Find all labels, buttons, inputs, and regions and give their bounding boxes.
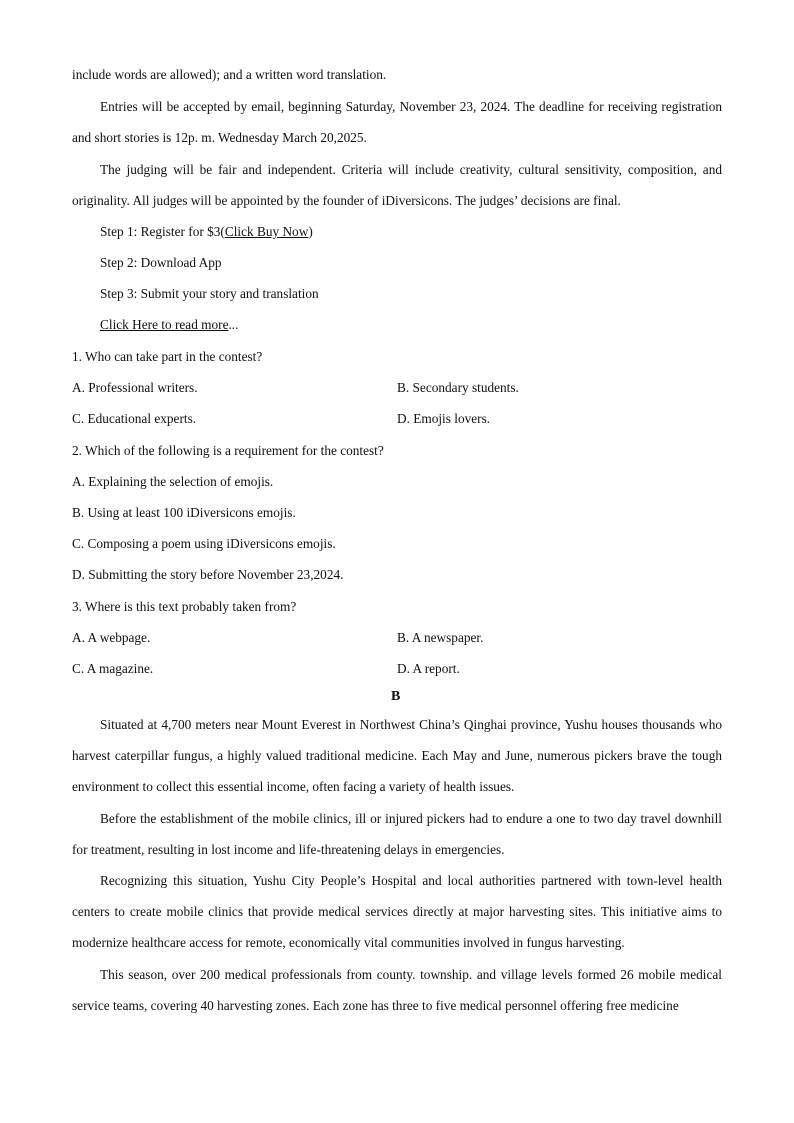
step-1-line [100, 223, 313, 241]
section-b-paragraph-4: This season, over 200 medical professionals from county. township. and village levels formed 26 mobile medical service teams, covering 40 harvesting zones. Each zone has three to five medical personnel offering free medicine [72, 967, 722, 1014]
step-3-line: Step 3: Submit your story and translation [100, 286, 319, 301]
question-2-option-d: D. Submitting the story before November 23,2024. [72, 567, 344, 582]
read-more-ellipsis: ... [228, 317, 239, 332]
question-2-option-a: A. Explaining the selection of emojis. [72, 474, 274, 489]
question-3-option-a: A. A webpage. [72, 630, 151, 645]
question-2-stem: 2. Which of the following is a requirement for the contest? [72, 443, 384, 458]
step-1-suffix: ) [308, 224, 313, 239]
question-3-option-c: C. A magazine. [72, 661, 154, 676]
question-1-option-b: B. Secondary students. [397, 380, 519, 395]
read-more-link[interactable]: Click Here to read more [100, 317, 229, 332]
step-1-prefix: Step 1: Register for $3( [100, 224, 225, 239]
question-3-stem: 3. Where is this text probably taken from? [72, 599, 297, 614]
entries-paragraph: Entries will be accepted by email, beginning Saturday, November 23, 2024. The deadline for receiving registration and short stories is 12p. m. Wednesday March 20,2025. [72, 99, 722, 146]
question-1-stem: 1. Who can take part in the contest? [72, 349, 263, 364]
section-b-paragraph-1: Situated at 4,700 meters near Mount Everest in Northwest China’s Qinghai province, Yushu houses thousands who harvest caterpillar fungus, a highly valued traditional medicine. Each May and June, numerous pickers brave the tough environment to collect this essential income, often facing a variety of health issues. [72, 717, 722, 795]
section-b-paragraph-3: Recognizing this situation, Yushu City People’s Hospital and local authorities partnered with town-level health centers to create mobile clinics that provide medical services directly at major harvesting sites. This initiative aims to modernize healthcare access for remote, economically vital communities involved in fungus harvesting. [72, 873, 722, 951]
section-b-heading: B [391, 689, 401, 704]
step-2-line: Step 2: Download App [100, 255, 222, 270]
question-1-option-c: C. Educational experts. [72, 411, 197, 426]
buy-now-link[interactable]: Click Buy Now [224, 224, 309, 239]
intro-tail-line: include words are allowed); and a written word translation. [72, 67, 387, 82]
question-3-option-b: B. A newspaper. [397, 630, 484, 645]
question-2-option-c: C. Composing a poem using iDiversicons emojis. [72, 536, 336, 551]
question-2-option-b: B. Using at least 100 iDiversicons emojis. [72, 505, 296, 520]
question-1-option-d: D. Emojis lovers. [397, 411, 491, 426]
section-b-paragraph-2: Before the establishment of the mobile clinics, ill or injured pickers had to endure a one to two day travel downhill for treatment, resulting in lost income and life-threatening delays in emergencies. [72, 811, 722, 858]
question-3-option-d: D. A report. [397, 661, 460, 676]
judging-paragraph: The judging will be fair and independent. Criteria will include creativity, cultural sensitivity, composition, and originality. All judges will be appointed by the founder of iDiversicons. The judges’ decisions are final. [72, 162, 722, 209]
read-more-line [100, 316, 238, 334]
question-1-option-a: A. Professional writers. [72, 380, 198, 395]
